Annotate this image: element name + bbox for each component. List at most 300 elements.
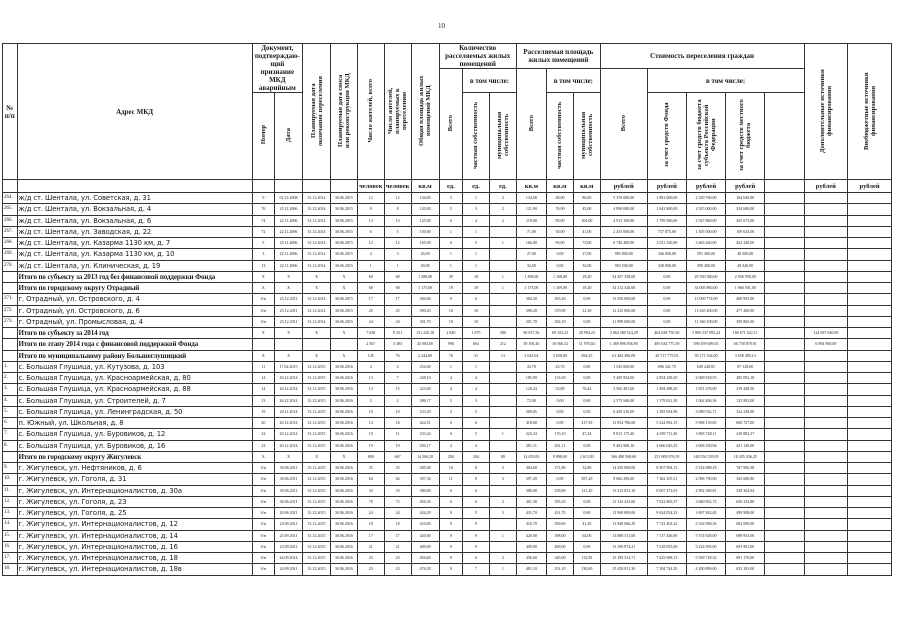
value-cell: 9 898,00	[547, 451, 574, 462]
col-nonbudget: Внебюджетные источники финансирования	[848, 44, 892, 180]
address-cell: Итого по субъекту за 2013 год без финансовой поддержки Фонда	[17, 271, 252, 282]
value-cell: 76	[252, 204, 274, 215]
value-cell: 485 634 775,39	[647, 339, 686, 350]
value-cell: 420,00	[411, 530, 439, 541]
cost-region: за счет средств бюджета субъекта Российской Федерации	[686, 93, 725, 180]
value-cell: 8 307 904,13	[647, 463, 686, 474]
value-cell: 30.06.2016	[331, 463, 358, 474]
address-cell: Итого по городскому округу Жигулевск	[17, 451, 252, 462]
value-cell: 664	[463, 339, 490, 350]
value-cell: 68	[384, 283, 411, 294]
value-cell: 7 722 402,22	[647, 519, 686, 530]
value-cell: 667	[384, 451, 411, 462]
value-cell: 2	[489, 553, 516, 564]
value-cell: 30.06.2016	[331, 373, 358, 384]
value-cell: 0,00	[573, 395, 600, 406]
value-cell: 5	[463, 508, 490, 519]
value-cell: 17	[384, 294, 411, 305]
address-cell: г. Жигулевск, ул. Интернационалистов, д. 18	[17, 553, 252, 564]
table-row: 271. г. Отрадный, ул. Островского, д. 4 б/н 25.12.2011 31.12.2014 30.06.2015 17 17 384,00 9 6 384,30 365,20 0,00 13 350 000,00 0,00 13 009 774,90 468 995,00	[3, 294, 892, 305]
value-cell: 31	[463, 350, 490, 361]
address-cell: г. Жигулевск, ул. Нефтяников, д. 6	[17, 463, 252, 474]
value-cell: 23.09.2011	[275, 530, 303, 541]
value-cell: X	[275, 328, 303, 339]
address-cell: с. Большая Глушица, ул. Ленинградская, д. 50	[17, 406, 252, 417]
value-cell: 5 514 688,18	[686, 463, 725, 474]
additional-source-cell	[804, 350, 848, 361]
value-cell: 302,10	[547, 316, 574, 327]
value-cell: 18 435 436,25	[726, 451, 765, 462]
value-cell: X	[303, 451, 331, 462]
value-cell: 2 011 320,00	[647, 238, 686, 249]
value-cell: 2 956 958,00	[726, 271, 765, 282]
value-cell: 767 906,38	[726, 463, 765, 474]
value-cell: 254,00	[411, 361, 439, 372]
value-cell: 4	[463, 215, 490, 226]
cost-group-header: Стоимость переселения граждан	[600, 44, 804, 69]
value-cell: 69 103,23	[547, 328, 574, 339]
table-row	[3, 350, 892, 361]
col-planned-end: Планируемая дата окончания переселения	[303, 44, 331, 180]
table-row: 272. г. Отрадный, ул. Островского, д. 6 б/н 25.12.2011 31.12.2014 30.06.2015 25 25 390,20 10 10 390,20 370,90 12,30 12 233 000,00 0,00 11 635 400,00 477 400,00	[3, 305, 892, 316]
value-cell: 3 089 532,71	[686, 406, 725, 417]
value-cell: 996	[439, 339, 463, 350]
value-cell: 25.12.2011	[275, 316, 303, 327]
value-cell: 591 300,00	[686, 249, 725, 260]
value-cell	[489, 316, 516, 327]
value-cell: 5 376 000,00	[600, 193, 647, 204]
value-cell: 8	[439, 508, 463, 519]
value-cell: 32,00	[573, 260, 600, 271]
value-cell: 1	[489, 429, 516, 440]
value-cell: 19	[252, 406, 274, 417]
value-cell: 9	[252, 193, 274, 204]
additional-source-cell	[804, 530, 848, 541]
value-cell: 599 200,00	[686, 260, 725, 271]
value-cell: 27,00	[516, 249, 546, 260]
value-cell: 25.12.2011	[275, 294, 303, 305]
value-cell: 653 103,00	[726, 564, 765, 575]
additional-source-cell	[804, 361, 848, 372]
value-cell: 468 995,00	[726, 294, 765, 305]
value-cell: 366 480 568,60	[600, 451, 647, 462]
value-cell: 22.11.2006	[275, 260, 303, 271]
table-row: 14. г. Жигулевск, ул. Интернационалистов, д. 12 б/н 23.09.2011 31.12.2015 30.06.2016 18 18 410,00 9 9 410,70 369,60 41,20 13 940 066,29 7 722 402,22 5 524 968,36 682 000,00	[3, 519, 892, 530]
value-cell	[489, 249, 516, 260]
table-row: 265. ж/д ст. Шентала, ул. Вокзальная, д. 4 76 25.11.2006 31.12.2014 30.06.2015 8 8 120,00 5 3 2 121,90 76,90 45,00 4 890 000,00 1 643 800,00 2 915 000,00 334 600,00	[3, 204, 892, 215]
value-cell: 31.12.2015	[303, 429, 331, 440]
value-cell: 1	[439, 260, 463, 271]
value-cell: 15 450 811,30	[600, 564, 647, 575]
value-cell: 21	[357, 541, 384, 552]
additional-source-cell	[804, 316, 848, 327]
value-cell: 25.11.2006	[275, 204, 303, 215]
value-cell: 219 448,50	[726, 384, 765, 395]
value-cell: 23.09.2011	[275, 541, 303, 552]
value-cell: б/н	[252, 474, 274, 485]
value-cell: 45,00	[573, 204, 600, 215]
value-cell: 3	[439, 193, 463, 204]
value-cell: 7 117 436,00	[647, 530, 686, 541]
value-cell: 13	[252, 395, 274, 406]
value-cell: 23	[384, 564, 411, 575]
col-residents-planned: Число жителей, планируемых к переселению	[384, 44, 411, 180]
value-cell: 120,00	[411, 204, 439, 215]
value-cell: 15 185 312,71	[600, 553, 647, 564]
value-cell: 18 566,32	[547, 339, 574, 350]
value-cell: 74	[252, 215, 274, 226]
value-cell: 31.12.2015	[303, 418, 331, 429]
value-cell: 31.12.2015	[303, 564, 331, 575]
area-private: частная собственность	[547, 93, 574, 180]
value-cell: б/н	[252, 541, 274, 552]
value-cell: 385,00	[411, 463, 439, 474]
value-cell: 133,30	[547, 373, 574, 384]
value-cell: 49 440,00	[726, 260, 765, 271]
value-cell: 8 007 372,01	[647, 485, 686, 496]
value-cell: 31.12.2015	[303, 395, 331, 406]
value-cell: 3	[384, 249, 411, 260]
additional-source-cell	[804, 226, 848, 237]
value-cell: 370,90	[547, 305, 574, 316]
value-cell: 24.09.2011	[275, 564, 303, 575]
value-cell: 2	[489, 204, 516, 215]
value-cell: 49,00	[411, 260, 439, 271]
value-cell: 35	[384, 463, 411, 474]
value-cell: 120,24	[516, 384, 546, 395]
value-cell: 800	[357, 451, 384, 462]
value-cell: 8 251	[384, 328, 411, 339]
value-cell: 14 459,83	[516, 451, 546, 462]
value-cell: 30.06.2016	[331, 440, 358, 451]
value-cell: 20.06.2011	[275, 508, 303, 519]
address-cell: Итого по этапу 2014 года с финансовой поддержкой Фонда	[17, 339, 252, 350]
value-cell: 23	[357, 553, 384, 564]
value-cell: 31.12.2015	[303, 474, 331, 485]
value-cell: 309 865,00	[726, 316, 765, 327]
table-row: 8. с. Большая Глушица, ул. Буровиков, д. 16 23 20.12.2014 31.12.2015 30.06.2016 19 19 294,17 4 4 281,11 281,11 0,00 9 462 900,16 4 666 645,25 3 606 330,94 421 140,00	[3, 440, 892, 451]
value-cell: 1 305 500,00	[686, 226, 725, 237]
value-cell: 2 840	[439, 328, 463, 339]
value-cell: 3	[252, 249, 274, 260]
value-cell: 112,50	[573, 553, 600, 564]
count-incl: в том числе:	[463, 69, 517, 93]
value-cell: 18,20	[573, 271, 600, 282]
value-cell: 10	[439, 305, 463, 316]
value-cell: 3	[439, 395, 463, 406]
value-cell: 15	[384, 384, 411, 395]
table-row: 7. с. Большая Глушица, ул. Буровиков, д. 12 22 20.12.2014 31.12.2015 30.06.2016 10 11 233,34 6 5 1 223,34 176,10 47,24 8 813 175,40 4 039 711,40 3 865 728,11 418 883,37	[3, 429, 892, 440]
address-cell: Итого по муниципальному району Большеглушицкий	[17, 350, 252, 361]
address-cell: ж/д ст. Шентала, ул. Заводская, д. 22	[17, 226, 252, 237]
value-cell: 20.11.2014	[275, 406, 303, 417]
additional-source-cell	[804, 406, 848, 417]
value-cell: 31.12.2014	[303, 226, 331, 237]
value-cell: 204	[463, 451, 490, 462]
value-cell: 25	[357, 305, 384, 316]
value-cell: 9	[439, 530, 463, 541]
value-cell: 20.12.2014	[275, 440, 303, 451]
value-cell: 409,00	[547, 541, 574, 552]
table-row: 269. ж/д ст. Шентала, ул. Казарма 1130 км, д. 10 3 22.11.2006 31.12.2014 30.06.2015 4 3 26,00 1 1 27,00 0,00 27,00 985 800,00 346 000,00 591 300,00 48 500,00	[3, 249, 892, 260]
value-cell: 212	[489, 339, 516, 350]
additional-source-cell: 124 697 640,00	[804, 328, 848, 339]
value-cell: 25.12.2011	[275, 305, 303, 316]
value-cell: 4	[439, 440, 463, 451]
value-cell: 4 200 899,00	[686, 564, 725, 575]
table-row	[3, 339, 892, 350]
value-cell: 5 374 928,00	[686, 530, 725, 541]
value-cell: 698 953,00	[726, 530, 765, 541]
value-cell: 351,10	[547, 564, 574, 575]
value-cell: 348 000,00	[647, 260, 686, 271]
value-cell	[489, 384, 516, 395]
value-cell: 390,20	[516, 305, 546, 316]
value-cell: 0,00	[573, 496, 600, 507]
value-cell: 2	[489, 496, 516, 507]
document-group-header: Документ, подтверждаю-щий признание МКД аварийным	[252, 44, 302, 93]
value-cell: 17	[384, 530, 411, 541]
value-cell: 456,30	[411, 496, 439, 507]
address-cell: г. Жигулевск, ул. Интернационалистов, д. 30а	[17, 485, 252, 496]
value-cell: 30.06.2016	[331, 418, 358, 429]
value-cell: 130,00	[573, 564, 600, 575]
value-cell	[489, 406, 516, 417]
value-cell: 33	[384, 485, 411, 496]
value-cell	[489, 294, 516, 305]
value-cell: 0,00	[547, 474, 574, 485]
value-cell: 31.12.2014	[303, 238, 331, 249]
value-cell: 16	[384, 418, 411, 429]
value-cell: 30.06.2015	[331, 294, 358, 305]
table-row: 9. г. Жигулевск, ул. Нефтяников, д. 6 б/н 30.06.2011 25.12.2015 30.06.2016 35 35 385,00 10 8 2 404,60 371,80 32,80 14 350 000,00 8 307 904,13 5 514 688,18 767 906,38	[3, 463, 892, 474]
value-cell: 23	[357, 564, 384, 575]
value-cell: 12	[384, 238, 411, 249]
value-cell: 14 350 000,00	[600, 463, 647, 474]
value-cell: 30.06.2011	[275, 485, 303, 496]
value-cell: X	[275, 283, 303, 294]
value-cell: 72,00	[516, 395, 546, 406]
value-cell: 18	[384, 519, 411, 530]
value-cell: 5 569 728,32	[686, 553, 725, 564]
value-cell: 2	[489, 193, 516, 204]
address-cell: с. Большая Глушица, ул. Красноармейская, д. 88	[17, 384, 252, 395]
value-cell: б/н	[252, 530, 274, 541]
value-cell: 380,00	[411, 485, 439, 496]
value-cell: 48 500,00	[726, 249, 765, 260]
value-cell: 30.06.2016	[331, 384, 358, 395]
address-cell: г. Жигулевск, ул. Интернационалистов, д. 18в	[17, 564, 252, 575]
address-cell: с. Большая Глушица, ул. Строителей, д. 7	[17, 395, 252, 406]
value-cell: 12	[357, 238, 384, 249]
table-row: 12. г. Жигулевск, ул. Гоголя, д. 23 б/н 30.06.2011 31.12.2015 30.06.2016 70 72 456,30 6 6 2 401,30 395,30 0,00 12 324 433,60 7 022 865,37 3 660 852,72 656 322,88	[3, 496, 892, 507]
value-cell: 649 240,81	[686, 361, 725, 372]
value-cell: 1 469 896 836,90	[600, 339, 647, 350]
value-cell: 4	[463, 440, 490, 451]
value-cell: 10	[463, 305, 490, 316]
value-cell: 48,00	[547, 193, 574, 204]
value-cell: 70	[357, 496, 384, 507]
value-cell: 2	[489, 215, 516, 226]
value-cell: 983 500,00	[600, 260, 647, 271]
value-cell: 76	[384, 350, 411, 361]
value-cell: 148 554 539,05	[686, 451, 725, 462]
value-cell: 35	[357, 463, 384, 474]
value-cell: 13 350 000,00	[600, 294, 647, 305]
table-row: 1. с. Большая Глушица, ул. Кутузова, д. 103 11 17.02.2015 31.12.2015 30.06.2016 4 4 254,00 1 1 43,70 43,70 0,00 1 543 000,00 696 341,75 649 240,81 97 128,00	[3, 361, 892, 372]
value-cell: 24	[384, 508, 411, 519]
table-row: 10. г. Жигулевск, ул. Гоголя, д. 31 б/н 30.06.2011 31.12.2015 30.06.2016 64 64 397,30 11 8 3 397,20 0,00 397,20 9 666 296,00 7 362 355,51 2 096 790,00 343 600,80	[3, 474, 892, 485]
value-cell: 8	[439, 564, 463, 575]
value-cell: 431,70	[516, 508, 546, 519]
value-cell: 384,00	[411, 294, 439, 305]
value-cell: 477 400,00	[726, 305, 765, 316]
value-cell: 166,00	[516, 238, 546, 249]
value-cell: 76,90	[547, 204, 574, 215]
value-cell: 397,20	[516, 474, 546, 485]
value-cell: 696 341,75	[647, 361, 686, 372]
value-cell: 18	[463, 283, 490, 294]
value-cell: 31.12.2015	[303, 373, 331, 384]
value-cell: 97 128,00	[726, 361, 765, 372]
value-cell: 365,20	[547, 294, 574, 305]
value-cell: 660 727,00	[726, 418, 765, 429]
value-cell: 13	[489, 350, 516, 361]
additional-source-cell	[804, 373, 848, 384]
value-cell: 8 813 175,40	[600, 429, 647, 440]
value-cell: 409,00	[516, 541, 546, 552]
value-cell: 420,00	[516, 530, 546, 541]
value-cell: 32,00	[516, 260, 546, 271]
col-total-area: Общая площадь жилых помещений МКД	[411, 44, 439, 180]
table-row: 4. с. Большая Глушица, ул. Строителей, д. 7 13 26.12.2014 31.12.2015 30.06.2016 2 2 286,17 3 3 72,00 0,00 0,00 2 573 946,00 1 379 021,30 1 062 406,36 125 992,00	[3, 395, 892, 406]
value-cell: 9 666 296,00	[600, 474, 647, 485]
additional-source-cell	[804, 384, 848, 395]
value-cell: 8	[357, 204, 384, 215]
value-cell: 410,70	[516, 519, 546, 530]
value-cell: 0,00	[573, 508, 600, 519]
value-cell: 6 456 516,09	[600, 406, 647, 417]
value-cell: 417,39	[573, 418, 600, 429]
count-group-header: Количество расселяемых жилых помещений	[439, 44, 516, 69]
value-cell: б/н	[252, 496, 274, 507]
value-cell: X	[252, 271, 274, 282]
value-cell: 61 484 496,09	[600, 350, 647, 361]
value-cell: б/н	[252, 519, 274, 530]
value-cell: 1	[463, 361, 490, 372]
area-incl: в том числе:	[547, 69, 601, 93]
value-cell: 6	[439, 429, 463, 440]
value-cell: 125,00	[411, 215, 439, 226]
value-cell: 90 037,56	[516, 328, 546, 339]
value-cell: 397,30	[411, 474, 439, 485]
value-cell: 164 640,00	[726, 193, 765, 204]
value-cell: б/н	[252, 305, 274, 316]
value-cell: 371,80	[547, 463, 574, 474]
value-cell	[489, 519, 516, 530]
value-cell: 1	[489, 530, 516, 541]
value-cell: 30,00	[547, 226, 574, 237]
value-cell: 281,11	[547, 440, 574, 451]
value-cell: 0,00	[647, 316, 686, 327]
value-cell: 18	[357, 519, 384, 530]
value-cell: 5	[252, 238, 274, 249]
address-cell: с. Большая Глушица, ул. Красноармейская, д. 80	[17, 373, 252, 384]
value-cell: 31.12.2014	[303, 305, 331, 316]
value-cell: 150,00	[411, 226, 439, 237]
value-cell: 1 066 501,00	[726, 283, 765, 294]
value-cell: X	[303, 271, 331, 282]
value-cell: 25.12.2015	[303, 463, 331, 474]
value-cell: 691 176,00	[726, 553, 765, 564]
value-cell: 39 106,26	[516, 339, 546, 350]
value-cell: 7	[384, 373, 411, 384]
value-cell: 2 573 946,00	[600, 395, 647, 406]
value-cell: 384,30	[516, 294, 546, 305]
area-group-header: Расселяемая площадь жилых помещений	[516, 44, 600, 69]
value-cell: 30.06.2011	[275, 496, 303, 507]
value-cell: 11 635 400,00	[686, 305, 725, 316]
value-cell: 0,00	[573, 373, 600, 384]
value-cell: 104,00	[573, 215, 600, 226]
value-cell: 656 322,88	[726, 496, 765, 507]
value-cell: 6	[463, 496, 490, 507]
value-cell: 31.12.2015	[303, 485, 331, 496]
count-municipal: муниципальная собственность	[489, 93, 516, 180]
value-cell: 31.12.2015	[303, 553, 331, 564]
value-cell: 418 883,37	[726, 429, 765, 440]
value-cell: 401,30	[516, 496, 546, 507]
address-cell: г. Жигулевск, ул. Интернационалистов, д. 16	[17, 541, 252, 552]
value-cell: 7	[463, 564, 490, 575]
value-cell: 209,05	[516, 406, 546, 417]
value-cell: 165,00	[411, 238, 439, 249]
count-total: Всего	[439, 69, 463, 180]
col-doc-date: Дата	[275, 93, 303, 180]
value-cell: 13 009 774,90	[686, 294, 725, 305]
value-cell: 1	[489, 564, 516, 575]
value-cell: 2	[384, 395, 411, 406]
value-cell: 5	[463, 429, 490, 440]
value-cell: 0,00	[647, 305, 686, 316]
value-cell: 43,70	[516, 361, 546, 372]
value-cell: 757 875,00	[647, 226, 686, 237]
value-cell: 9	[439, 519, 463, 530]
value-cell: 71,00	[516, 226, 546, 237]
value-cell: 6	[439, 485, 463, 496]
additional-source-cell	[804, 564, 848, 575]
value-cell: 13	[252, 260, 274, 271]
value-cell: 25	[384, 305, 411, 316]
value-cell: 3 383	[384, 339, 411, 350]
value-cell: 17.02.2015	[275, 361, 303, 372]
value-cell: 30.06.2015	[331, 260, 358, 271]
value-cell: 2 069 918,53	[686, 373, 725, 384]
table-row: 18. г. Жигулевск, ул. Интернационалистов, д. 18в б/н 24.09.2011 31.12.2015 30.06.2016 23 23 476,50 8 7 1 481,10 351,10 130,00 15 450 811,30 7 394 744,50 4 200 899,00 653 103,00	[3, 564, 892, 575]
value-cell: 10	[384, 406, 411, 417]
address-cell: г. Отрадный, ул. Промысловая, д. 4	[17, 316, 252, 327]
additional-source-cell	[804, 238, 848, 249]
value-cell: 589 459 689,01	[686, 339, 725, 350]
value-cell: 134,00	[411, 193, 439, 204]
value-cell: 2 367	[357, 339, 384, 350]
cost-local: за счет средств местного бюджета	[726, 93, 765, 180]
value-cell	[489, 260, 516, 271]
value-cell: 223,00	[411, 384, 439, 395]
value-cell: 73,00	[573, 238, 600, 249]
value-cell: 2 096 790,00	[686, 474, 725, 485]
value-cell: 285 092,18	[726, 373, 765, 384]
